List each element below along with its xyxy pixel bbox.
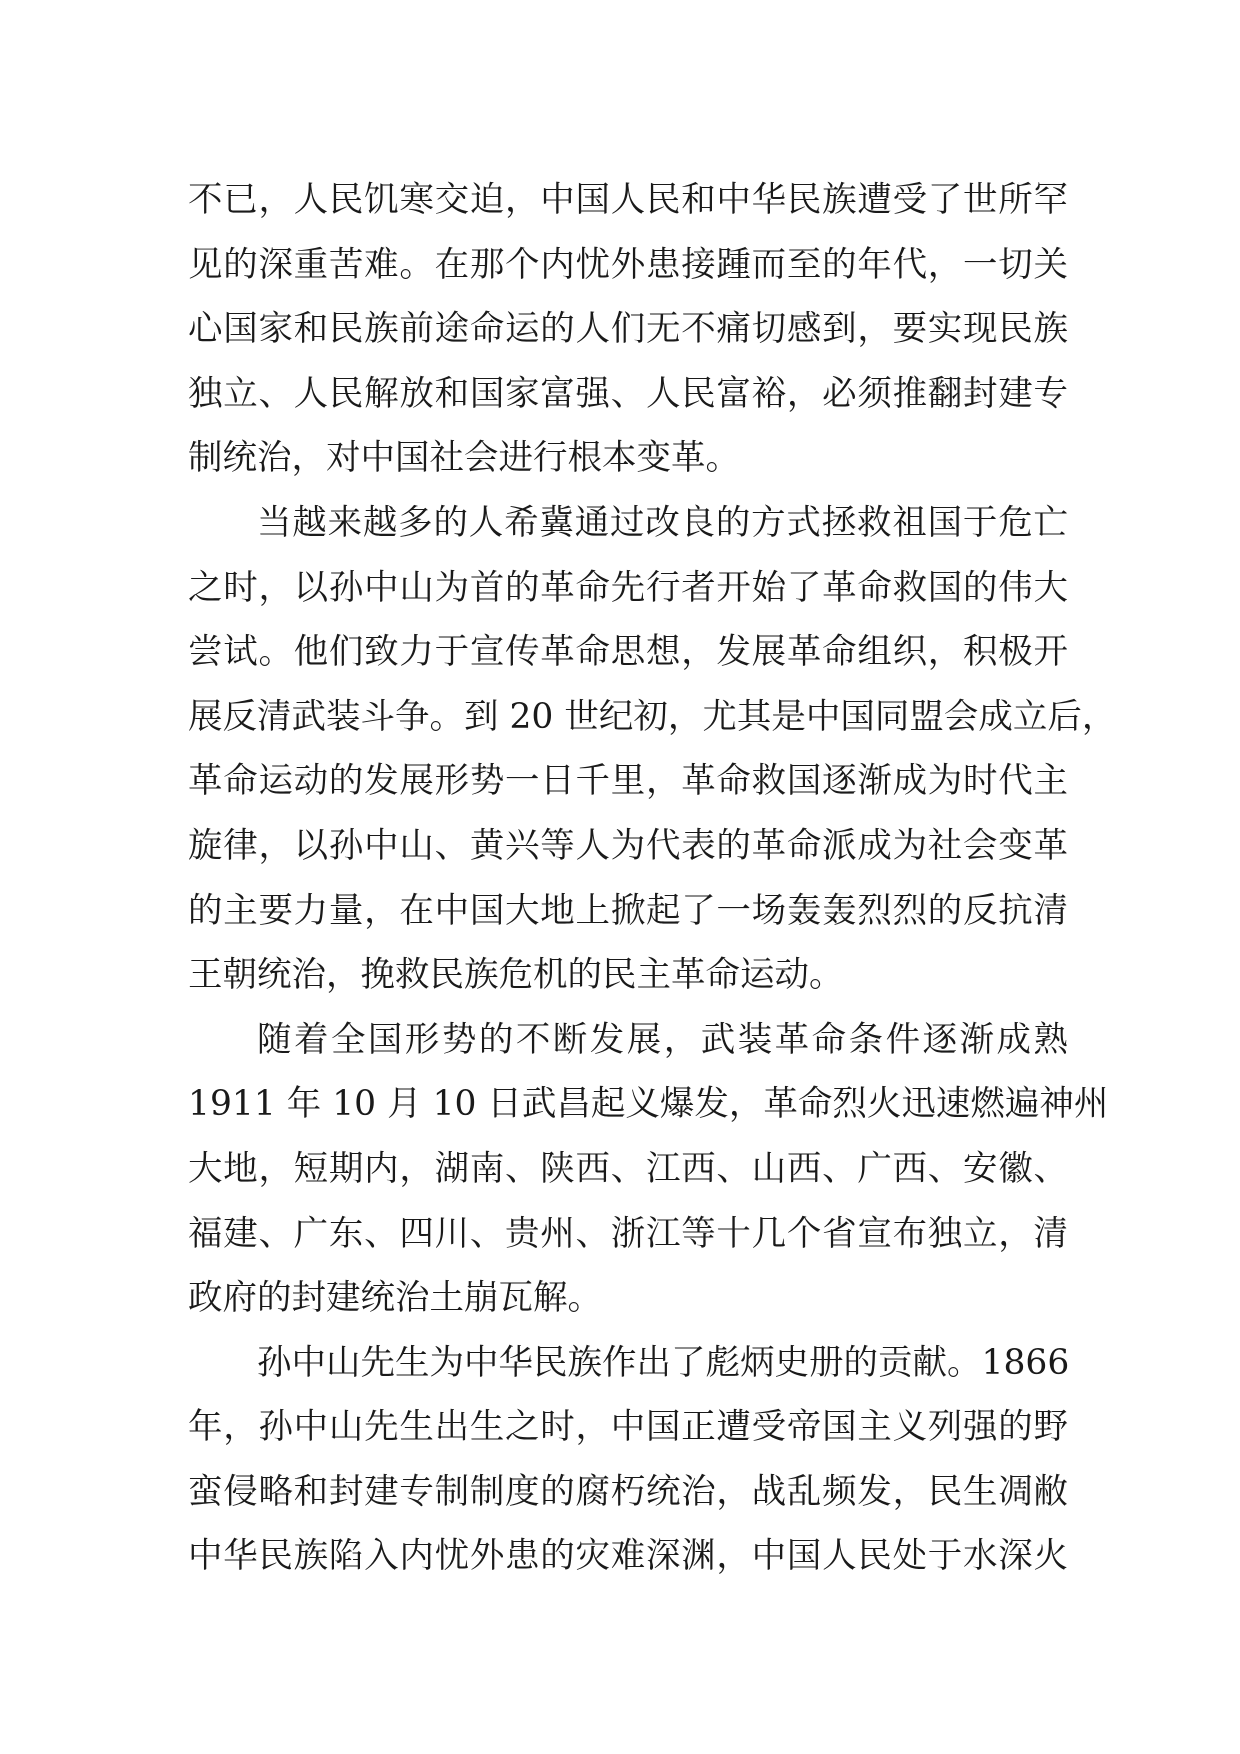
text-line: 不已，人民饥寒交迫，中国人民和中华民族遭受了世所罕 xyxy=(188,180,1068,220)
text-line: 心国家和民族前途命运的人们无不痛切感到，要实现民族 xyxy=(188,309,1068,350)
text-line: 独立、人民解放和国家富强、人民富裕，必须推翻封建专 xyxy=(188,373,1068,414)
paragraph-first-line: 孙中山先生为中华民族作出了彪炳史册的贡献。1866 xyxy=(257,1342,1070,1383)
text-line: 革命运动的发展形势一日千里，革命救国逐渐成为时代主 xyxy=(188,761,1068,802)
text-line: 政府的封建统治土崩瓦解。 xyxy=(188,1278,602,1319)
text-line: 旋律，以孙中山、黄兴等人为代表的革命派成为社会变革 xyxy=(188,825,1068,866)
text-line: 1911 年 10 月 10 日武昌起义爆发，革命烈火迅速燃遍神州 xyxy=(188,1084,1109,1125)
text-line: 之时，以孙中山为首的革命先行者开始了革命救国的伟大 xyxy=(188,567,1068,608)
text-line: 展反清武装斗争。到 20 世纪初，尤其是中国同盟会成立后， xyxy=(188,696,1117,737)
text-line: 中华民族陷入内忧外患的灾难深渊，中国人民处于水深火 xyxy=(188,1536,1068,1577)
text-line: 王朝统治，挽救民族危机的民主革命运动。 xyxy=(188,955,844,996)
text-line: 福建、广东、四川、贵州、浙江等十几个省宣布独立，清 xyxy=(188,1213,1068,1254)
body-text xyxy=(188,168,1117,1589)
paragraph-first-line: 随着全国形势的不断发展，武装革命条件逐渐成熟 xyxy=(257,1019,1068,1060)
text-line: 蛮侵略和封建专制制度的腐朽统治，战乱频发，民生凋敝 xyxy=(188,1471,1068,1512)
text-line: 制统治，对中国社会进行根本变革。 xyxy=(188,438,740,479)
text-line: 尝试。他们致力于宣传革命思想，发展革命组织，积极开 xyxy=(188,632,1068,673)
text-line: 的主要力量，在中国大地上掀起了一场轰轰烈烈的反抗清 xyxy=(188,890,1068,931)
text-line: 见的深重苦难。在那个内忧外患接踵而至的年代，一切关 xyxy=(188,244,1068,285)
text-line: 大地，短期内，湖南、陕西、江西、山西、广西、安徽、 xyxy=(188,1148,1068,1189)
paragraph-first-line: 当越来越多的人希冀通过改良的方式拯救祖国于危亡 xyxy=(257,502,1068,543)
text-line: 年，孙中山先生出生之时，中国正遭受帝国主义列强的野 xyxy=(188,1407,1068,1448)
